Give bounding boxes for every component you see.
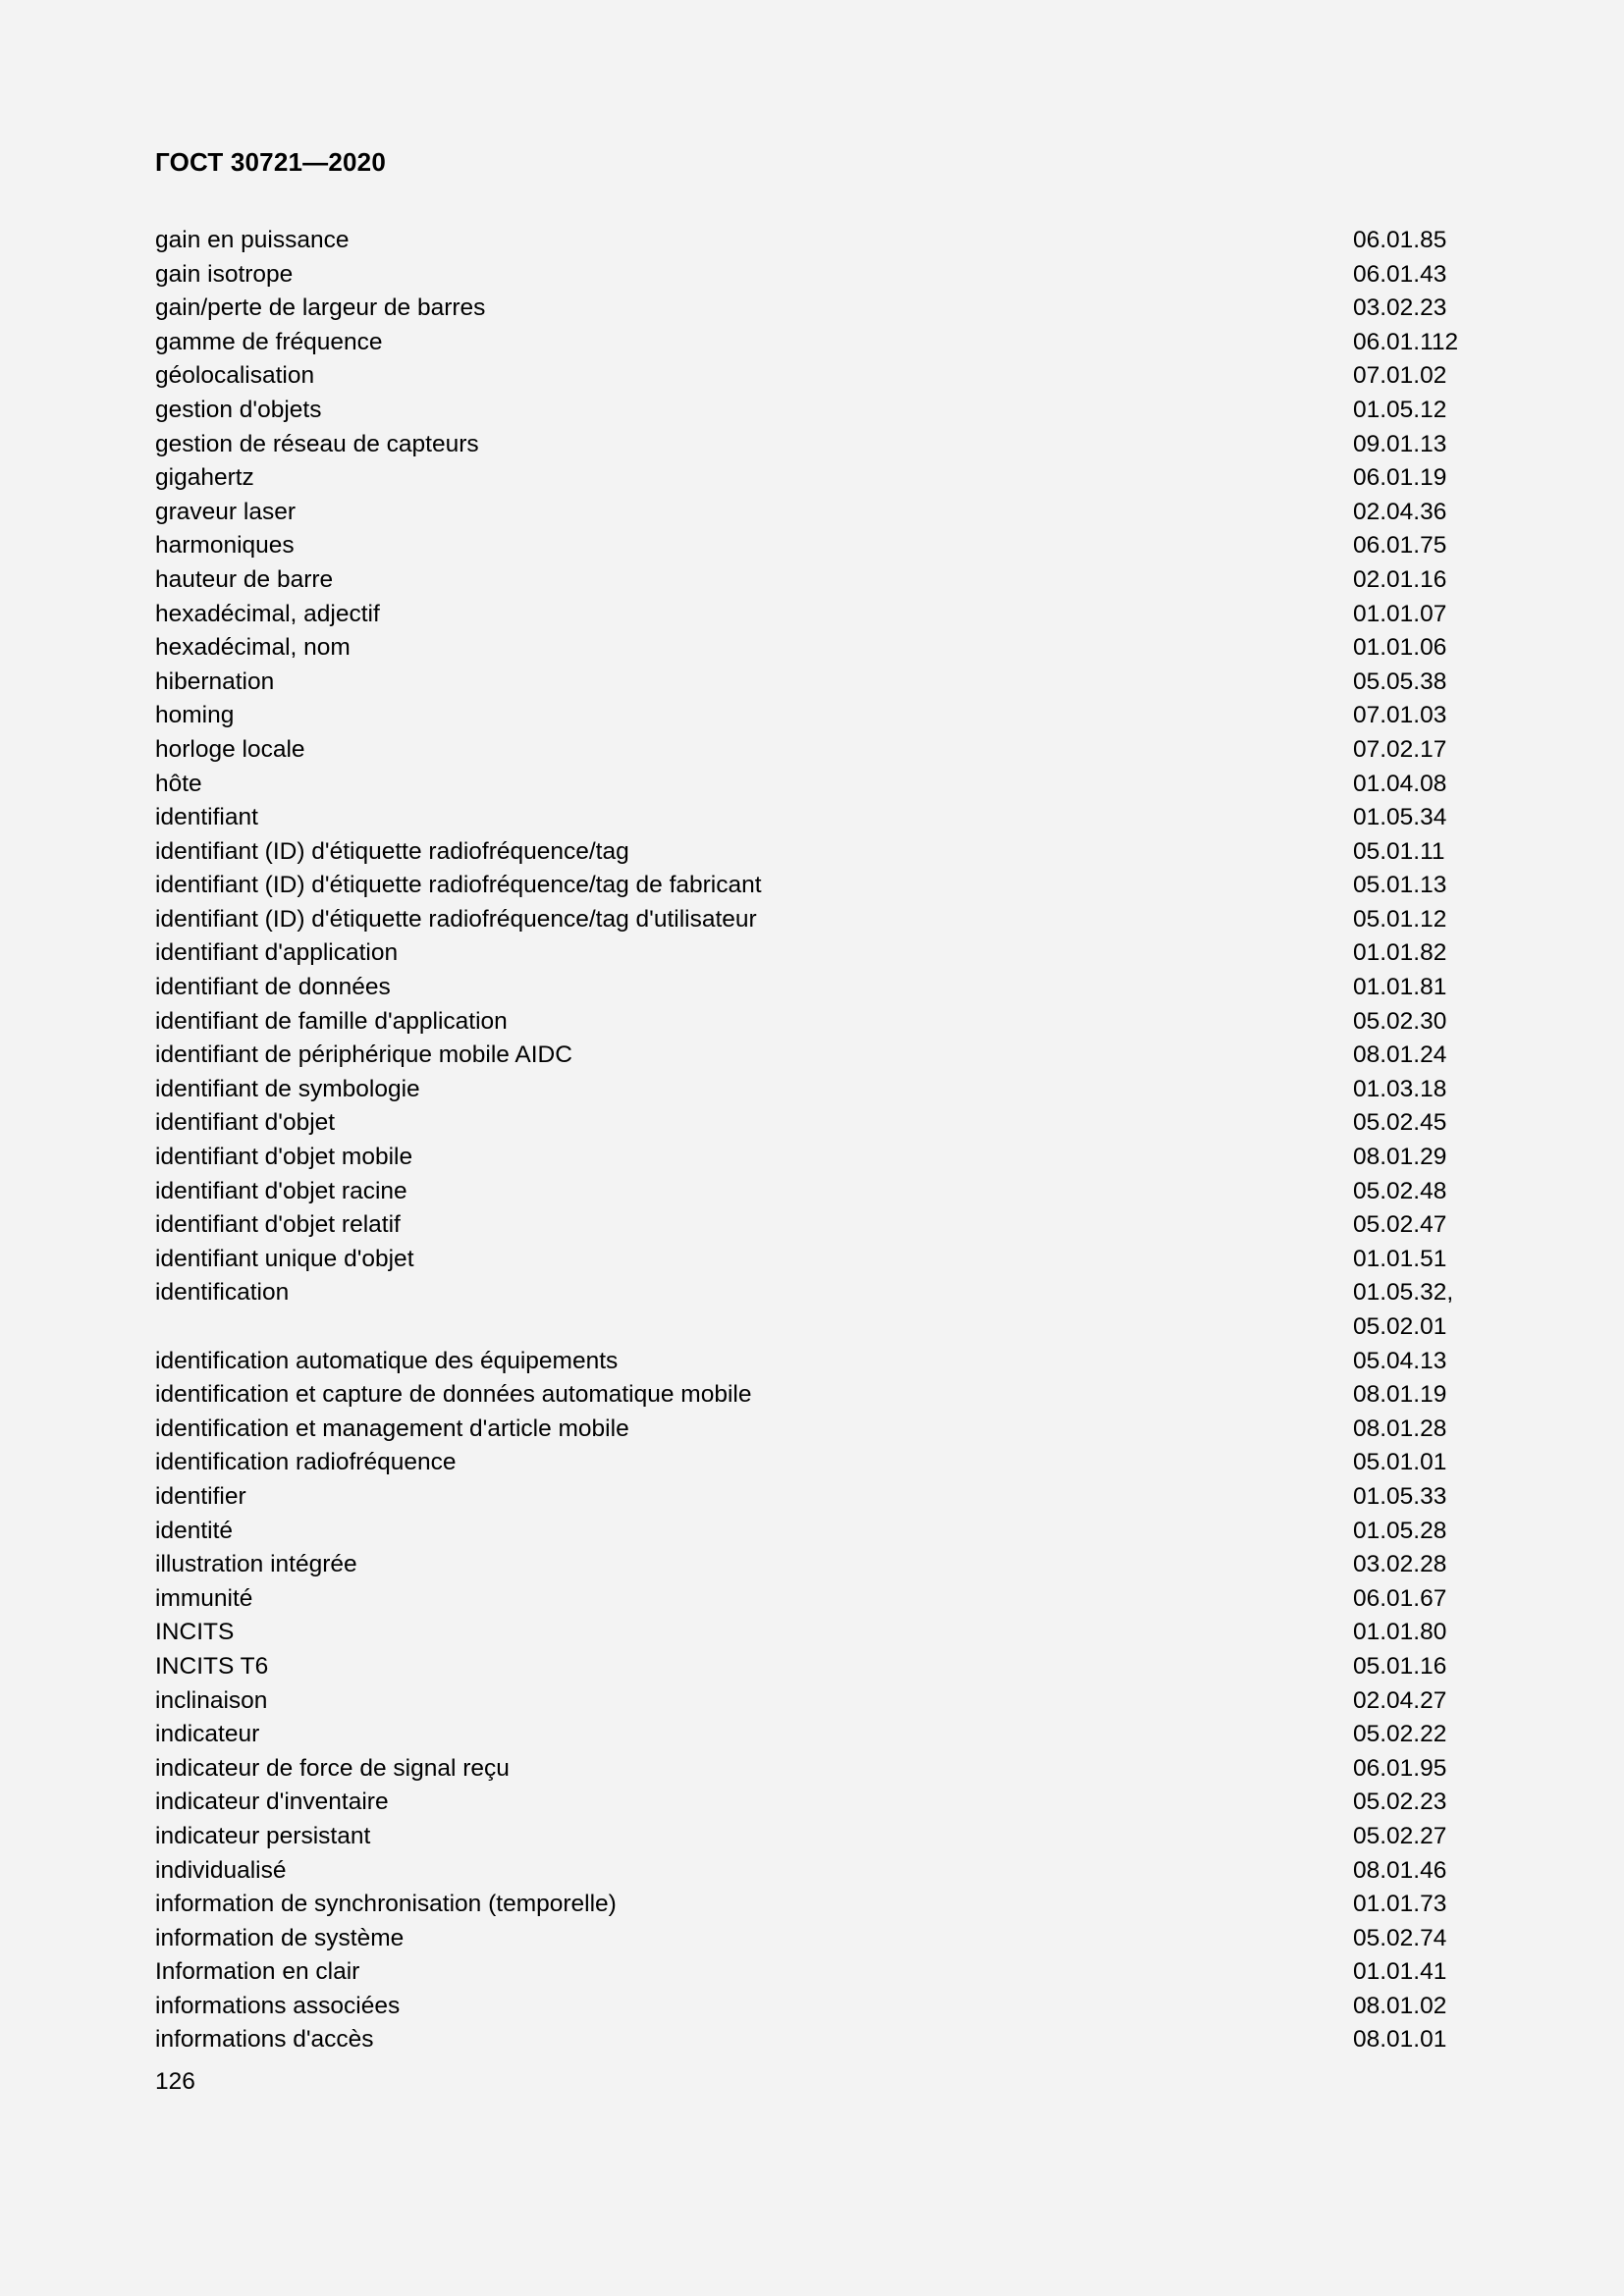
page-number: 126 [155,2068,195,2095]
index-entry [155,1446,1471,1480]
index-code [1353,1345,1446,1379]
index-entry [155,1650,1471,1684]
index-term: horloge locale [155,735,305,763]
index-term: identifiant d'objet racine [155,1177,407,1204]
index-code [1353,1276,1453,1344]
index-code-line: 06.01.112 [1353,328,1459,355]
index-code [1353,971,1446,1005]
index-term: homing [155,702,235,729]
index-code [1353,1752,1446,1787]
index-entry [155,1141,1471,1175]
index-term: indicateur persistant [155,1822,371,1849]
index-entry [155,1820,1471,1854]
index-code-line: 07.02.17 [1353,735,1447,763]
index-code [1353,1650,1446,1684]
index-code [1353,1582,1446,1617]
index-code-line: 06.01.19 [1353,464,1447,492]
index-code [1353,1208,1446,1243]
index-code-line: 01.05.32, [1353,1279,1454,1307]
index-entry [155,394,1471,428]
index-term: identification et capture de données automatique mobile [155,1381,752,1409]
index-entry [155,292,1471,326]
index-term: informations d'accès [155,2026,374,2054]
index-term: Information en clair [155,1958,360,1986]
index-entry [155,598,1471,632]
index-term: information de système [155,1924,405,1951]
index-code-line: 09.01.13 [1353,430,1447,457]
index-code-line: 06.01.67 [1353,1584,1447,1612]
index-code [1353,1786,1446,1820]
index-code [1353,359,1446,394]
index-entry [155,1718,1471,1752]
index-entry [155,1582,1471,1617]
index-term: indicateur [155,1721,260,1748]
index-term: hexadécimal, nom [155,634,351,662]
index-code-line: 01.01.06 [1353,634,1447,662]
index-code-line: 05.02.48 [1353,1177,1447,1204]
index-term: illustration intégrée [155,1551,357,1578]
index-entry [155,1955,1471,1990]
index-term: identifiant d'objet mobile [155,1144,413,1171]
index-code-line: 08.01.19 [1353,1381,1447,1409]
index-code [1353,326,1458,360]
index-term: identifiant (ID) d'étiquette radiofréquence/tag [155,837,629,865]
index-code [1353,1446,1446,1480]
index-code [1353,258,1446,293]
index-entry [155,1752,1471,1787]
index-code-line: 05.05.38 [1353,667,1447,695]
index-code [1353,292,1446,326]
index-entry [155,258,1471,293]
index-entry [155,631,1471,666]
index-entry [155,1548,1471,1582]
index-term: identifiant de symbologie [155,1075,420,1102]
index-term: gestion de réseau de capteurs [155,430,479,457]
index-code-line: 01.01.41 [1353,1958,1447,1986]
index-entry [155,1413,1471,1447]
index-code [1353,394,1446,428]
index-entry [155,1073,1471,1107]
index-code [1353,496,1446,530]
index-term: identification radiofréquence [155,1449,457,1476]
index-term: INCITS T6 [155,1652,269,1680]
index-code [1353,1616,1446,1650]
index-term: gestion d'objets [155,396,322,423]
index-entry [155,1616,1471,1650]
index-term: information de synchronisation (temporelle) [155,1891,617,1918]
index-code [1353,461,1446,496]
index-entry [155,1175,1471,1209]
index-term: inclinaison [155,1686,268,1714]
index-term: identifiant d'application [155,939,399,967]
index-term: hibernation [155,667,275,695]
index-term: identifiant de périphérique mobile AIDC [155,1041,572,1069]
index-code [1353,563,1446,598]
index-entry [155,1243,1471,1277]
index-code [1353,801,1446,835]
index-entry [155,666,1471,700]
index-entry [155,1854,1471,1889]
index-entry [155,1345,1471,1379]
index-code [1353,1888,1446,1922]
index-code-line: 01.03.18 [1353,1075,1447,1102]
index-code-line: 08.01.02 [1353,1992,1447,2019]
index-code-line: 08.01.24 [1353,1041,1447,1069]
index-code-line: 06.01.43 [1353,260,1447,288]
index-entry [155,1990,1471,2024]
index-entry [155,1005,1471,1040]
index-code [1353,1243,1446,1277]
index-term: identifiant (ID) d'étiquette radiofréquence/tag de fabricant [155,872,762,899]
index-term: gain/perte de largeur de barres [155,294,486,322]
index-code [1353,768,1446,802]
index-term: gigahertz [155,464,254,492]
index-code [1353,1413,1446,1447]
index-code-line: 05.02.01 [1353,1313,1447,1340]
index-term: identifiant de famille d'application [155,1007,508,1035]
index-entry [155,903,1471,937]
index-term: identification [155,1279,290,1307]
index-entry [155,496,1471,530]
index-code [1353,1548,1446,1582]
index-term: informations associées [155,1992,401,2019]
index-code [1353,1073,1446,1107]
index-code [1353,1106,1446,1141]
index-code-line: 05.02.23 [1353,1789,1447,1816]
index-code [1353,1684,1446,1719]
index-code-line: 02.04.36 [1353,498,1447,525]
index-entry [155,733,1471,768]
index-term: graveur laser [155,498,296,525]
index-entry [155,1515,1471,1549]
index-code-line: 08.01.29 [1353,1144,1447,1171]
index-entry [155,1684,1471,1719]
index-term: hauteur de barre [155,565,334,593]
index-term: identité [155,1517,234,1544]
index-code [1353,529,1446,563]
index-code-line: 01.05.34 [1353,804,1447,831]
index-term: INCITS [155,1619,235,1646]
index-entry [155,801,1471,835]
index-code-line: 05.01.01 [1353,1449,1447,1476]
index-entry [155,971,1471,1005]
index-term: gain en puissance [155,227,350,253]
index-code-line: 07.01.03 [1353,702,1447,729]
index-code-line: 02.04.27 [1353,1686,1447,1714]
index-code-line: 07.01.02 [1353,362,1447,390]
index-term: identifiant d'objet [155,1109,336,1137]
index-code [1353,1820,1446,1854]
index-code [1353,598,1446,632]
index-entry [155,1786,1471,1820]
index-code [1353,936,1446,971]
index-code [1353,1005,1446,1040]
index-code-line: 01.05.12 [1353,396,1447,423]
index-code [1353,428,1446,462]
index-code [1353,1718,1446,1752]
term-index-list [155,224,1471,2057]
index-code [1353,1854,1446,1889]
index-entry [155,1276,1471,1344]
index-term: individualisé [155,1856,287,1884]
index-entry [155,1378,1471,1413]
index-term: hôte [155,770,202,797]
index-entry [155,359,1471,394]
index-entry [155,224,1471,258]
index-code [1353,1922,1446,1956]
index-code [1353,631,1446,666]
index-term: identification et management d'article mobile [155,1415,629,1442]
index-entry [155,1480,1471,1515]
index-code [1353,1990,1446,2024]
index-entry [155,1208,1471,1243]
index-code [1353,869,1446,903]
index-code-line: 08.01.46 [1353,1856,1447,1884]
index-code-line: 08.01.28 [1353,1415,1447,1442]
index-code [1353,835,1445,870]
index-code [1353,224,1446,258]
index-entry [155,835,1471,870]
document-header: ГОСТ 30721—2020 [155,147,386,177]
index-entry [155,1106,1471,1141]
index-entry [155,768,1471,802]
index-term: identifiant [155,804,258,831]
index-code-line: 01.01.82 [1353,939,1447,967]
index-entry [155,1888,1471,1922]
index-code-line: 05.02.22 [1353,1721,1447,1748]
index-term: identification automatique des équipements [155,1347,619,1374]
index-entry [155,699,1471,733]
index-term: identifiant d'objet relatif [155,1211,401,1239]
index-code [1353,1039,1446,1073]
index-term: immunité [155,1584,253,1612]
index-term: identifiant de données [155,974,391,1001]
index-code-line: 01.05.33 [1353,1482,1447,1510]
index-code-line: 01.01.07 [1353,600,1447,627]
index-entry [155,326,1471,360]
index-entry [155,2023,1471,2057]
index-code [1353,666,1446,700]
index-code-line: 01.01.81 [1353,974,1447,1001]
index-entry [155,428,1471,462]
index-entry [155,869,1471,903]
index-entry [155,1039,1471,1073]
index-term: gamme de fréquence [155,328,383,355]
index-code [1353,699,1446,733]
index-code-line: 05.01.11 [1353,837,1445,865]
index-code [1353,903,1446,937]
index-term: identifiant (ID) d'étiquette radiofréquence/tag d'utilisateur [155,905,757,933]
index-code-line: 05.02.27 [1353,1822,1447,1849]
index-code-line: 02.01.16 [1353,565,1447,593]
index-term: indicateur d'inventaire [155,1789,389,1816]
index-code-line: 05.02.47 [1353,1211,1447,1239]
index-code-line: 01.01.73 [1353,1891,1447,1918]
index-code-line: 01.01.80 [1353,1619,1447,1646]
index-code-line: 05.01.13 [1353,872,1447,899]
index-code-line: 06.01.75 [1353,532,1447,560]
index-code-line: 01.05.28 [1353,1517,1447,1544]
index-code-line: 03.02.23 [1353,294,1447,322]
index-code-line: 01.01.51 [1353,1245,1447,1272]
index-code [1353,1175,1446,1209]
index-code-line: 06.01.85 [1353,227,1447,253]
index-code [1353,1480,1446,1515]
index-term: harmoniques [155,532,295,560]
index-code [1353,2023,1446,2057]
index-entry [155,461,1471,496]
index-term: gain isotrope [155,260,294,288]
index-code-line: 03.02.28 [1353,1551,1447,1578]
index-code [1353,1515,1446,1549]
index-term: hexadécimal, adjectif [155,600,380,627]
index-code [1353,1141,1446,1175]
index-code-line: 05.01.16 [1353,1652,1447,1680]
index-entry [155,529,1471,563]
index-entry [155,936,1471,971]
index-code [1353,1955,1446,1990]
index-code-line: 05.04.13 [1353,1347,1447,1374]
index-term: identifiant unique d'objet [155,1245,414,1272]
index-code-line: 05.01.12 [1353,905,1447,933]
index-code-line: 05.02.30 [1353,1007,1447,1035]
index-code-line: 05.02.45 [1353,1109,1447,1137]
index-term: identifier [155,1482,246,1510]
index-code-line: 06.01.95 [1353,1754,1447,1782]
index-entry [155,1922,1471,1956]
index-entry [155,563,1471,598]
index-code [1353,733,1446,768]
index-term: indicateur de force de signal reçu [155,1754,510,1782]
index-term: géolocalisation [155,362,315,390]
index-code-line: 01.04.08 [1353,770,1447,797]
index-code [1353,1378,1446,1413]
index-code-line: 08.01.01 [1353,2026,1447,2054]
index-code-line: 05.02.74 [1353,1924,1447,1951]
